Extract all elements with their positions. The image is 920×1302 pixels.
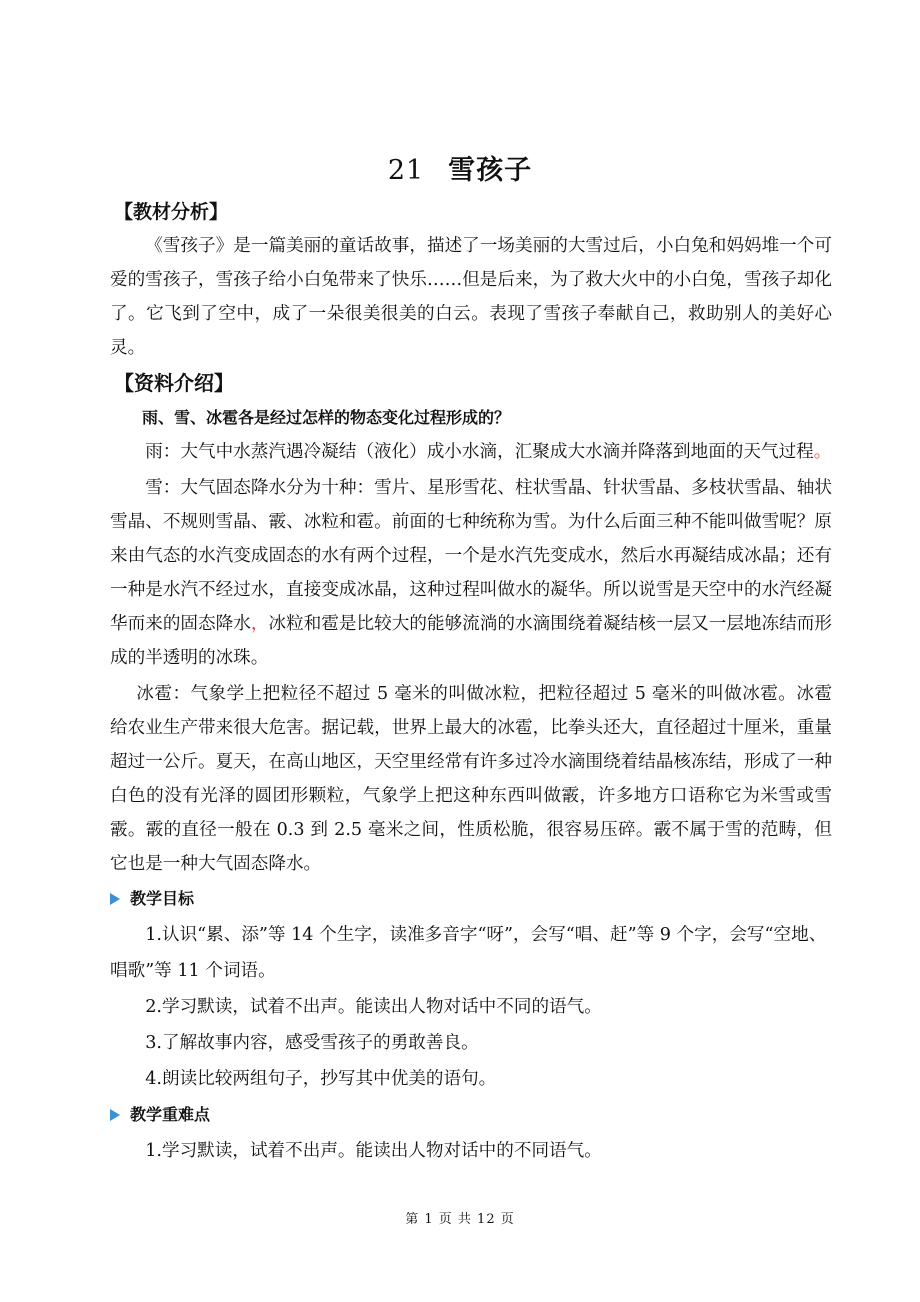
goal-item: 4.朗读比较两组句子，抄写其中优美的语句。 xyxy=(145,1069,497,1089)
keypoints-heading xyxy=(110,1097,832,1133)
document-body xyxy=(110,195,832,1169)
rain-end-mark: 。 xyxy=(813,442,832,462)
goal-item: 3.了解故事内容，感受雪孩子的勇敢善良。 xyxy=(145,1033,479,1053)
goals-heading xyxy=(110,881,832,917)
snow-paragraph xyxy=(110,471,832,675)
keypoints-heading-label: 教学重难点 xyxy=(130,1105,211,1124)
page-footer: 第 1 页 共 12 页 xyxy=(405,1212,515,1227)
snow-text-before: 雪：大气固态降水分为十种：雪片、星形雪花、柱状雪晶、针状雪晶、多枝状雪晶、轴状雪晶、不规则雪晶、霰、冰粒和雹。前面的七种统称为雪。为什么后面三种不能叫做雪呢？原来由气态的水汽变成固态的水有两个过程，一个是水汽先变成水，然后水再凝结成冰晶；还有一种是水汽不经过水，直接变成冰晶，这种过程叫做水的凝华。所以说雪是天空中的水汽经凝华而来的固态降水 xyxy=(110,478,832,634)
goal-item: 1.认识“累、添”等 14 个生字，读准多音字“呀”，会写“唱、赶”等 9 个字，会写“空地、唱歌”等 11 个词语。 xyxy=(110,925,827,981)
section-heading-materials: 【资料介绍】 xyxy=(114,371,234,395)
lesson-title: 雪孩子 xyxy=(448,155,533,186)
goal-item: 2.学习默读，试着不出声。能读出人物对话中不同的语气。 xyxy=(145,997,602,1017)
triangle-bullet-icon xyxy=(110,1109,120,1121)
goals-heading-label: 教学目标 xyxy=(130,889,195,908)
materials-question: 雨、雪、冰雹各是经过怎样的物态变化过程形成的？ xyxy=(142,408,511,427)
snow-text-after: 冰粒和雹是比较大的能够流淌的水滴围绕着凝结核一层又一层地冻结而形成的半透明的冰珠。 xyxy=(110,614,832,668)
analysis-paragraph: 《雪孩子》是一篇美丽的童话故事，描述了一场美丽的大雪过后，小白兔和妈妈堆一个可爱的雪孩子，雪孩子给小白兔带来了快乐……但是后来，为了救大火中的小白兔，雪孩子却化了。它飞到了空中，成了一朵很美很美的白云。表现了雪孩子奉献自己，救助别人的美好心灵。 xyxy=(110,236,832,358)
snow-comma-mark: ， xyxy=(250,614,269,634)
lesson-number: 21 xyxy=(387,155,425,186)
section-heading-analysis: 【教材分析】 xyxy=(114,201,229,223)
hail-paragraph: 冰雹：气象学上把粒径不超过 5 毫米的叫做冰粒，把粒径超过 5 毫米的叫做冰雹。冰雹给农业生产带来很大危害。据记载，世界上最大的冰雹，比拳头还大，直径超过十厘米，重量超过一公斤。夏天，在高山地区，天空里经常有许多过冷水滴围绕着结晶核冻结，形成了一种白色的没有光泽的圆团形颗粒，气象学上把这种东西叫做霰，许多地方口语称它为米雪或雪霰。霰的直径一般在 0.3 到 2.5 毫米之间，性质松脆，很容易压碎。霰不属于雪的范畴，但它也是一种大气固态降水。 xyxy=(110,684,832,874)
triangle-bullet-icon xyxy=(110,893,120,905)
rain-text: 雨：大气中水蒸汽遇冷凝结（液化）成小水滴，汇聚成大水滴并降落到地面的天气过程 xyxy=(145,442,814,462)
keypoint-item: 1.学习默读，试着不出声。能读出人物对话中的不同语气。 xyxy=(145,1141,602,1161)
page-title xyxy=(0,148,920,187)
rain-paragraph xyxy=(110,435,832,469)
